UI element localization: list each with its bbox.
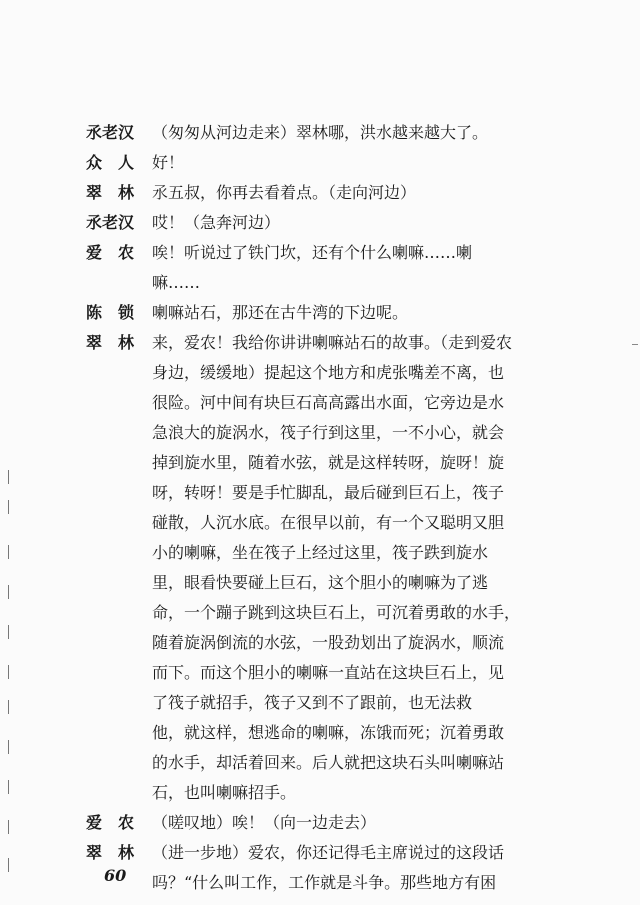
speaker-name: 氶老汉 [86, 213, 135, 232]
dialogue-line: 身边，缓缓地）提起这个地方和虎张嘴差不离，也 [152, 363, 505, 382]
dialogue-line: 的水手，却活着回来。后人就把这块石头叫喇嘛站 [152, 753, 505, 772]
dialogue-line: 碰散，人沉水底。在很早以前，有一个又聪明又胆 [152, 513, 505, 532]
dialogue-line: 命，一个蹦子跳到这块巨石上，可沉着勇敢的水手， [152, 603, 521, 622]
dialogue-line: （匆匆从河边走来）翠林哪，洪水越来越大了。 [152, 123, 489, 142]
speaker-name: 爱 农 [86, 243, 135, 262]
page-number: 60 [104, 866, 127, 885]
dialogue-line: 呀，转呀！要是手忙脚乱，最后碰到巨石上，筏子 [152, 483, 505, 502]
dialogue-line: 吗？“什么叫工作，工作就是斗争。那些地方有困 [152, 873, 497, 892]
scan-margin-mark [8, 740, 9, 754]
dialogue-entry [86, 808, 586, 838]
dialogue-line: 小的喇嘛，坐在筏子上经过这里，筏子跌到旋水 [152, 543, 489, 562]
dialogue-line: 唉！听说过了铁门坎，还有个什么喇嘛……喇 [152, 243, 473, 262]
dialogue-line: 好！ [152, 153, 185, 172]
dialogue-line: 喇嘛站石，那还在古牛湾的下边呢。 [152, 303, 409, 322]
scan-margin-mark [8, 820, 9, 834]
dialogue-line: 氶五叔，你再去看着点。（走向河边） [152, 183, 417, 202]
dialogue-line: 掉到旋水里，随着水弦，就是这样转呀，旋呀！旋 [152, 453, 505, 472]
dialogue-line: 他，就这样，想逃命的喇嘛，冻饿而死；沉着勇敢 [152, 723, 505, 742]
dialogue-entry [86, 328, 586, 808]
scan-margin-mark [8, 625, 9, 639]
scan-margin-mark [8, 780, 9, 794]
dialogue-line: 里，眼看快要碰上巨石，这个胆小的喇嘛为了逃 [152, 573, 489, 592]
dialogue-line: 急浪大的旋涡水，筏子行到这里，一不小心，就会 [152, 423, 505, 442]
dialogue-entry [86, 298, 586, 328]
speaker-name: 翠 林 [86, 843, 135, 862]
dialogue-entry [86, 118, 586, 148]
dialogue-entry [86, 178, 586, 208]
scan-margin-mark [8, 665, 9, 679]
dialogue-line: 哎！（急奔河边） [152, 213, 281, 232]
dialogue-entry [86, 208, 586, 238]
speaker-name: 陈 锁 [86, 303, 135, 322]
dialogue-line: 来，爱农！我给你讲讲喇嘛站石的故事。（走到爱农 [152, 333, 513, 352]
scan-margin-mark [8, 545, 9, 559]
scan-margin-mark [632, 344, 638, 345]
scan-margin-mark [8, 500, 9, 514]
dialogue-line: 随着旋涡倒流的水弦，一股劲划出了旋涡水，顺流 [152, 633, 505, 652]
dialogue-line: 石，也叫喇嘛招手。 [152, 783, 297, 802]
speaker-name: 众 人 [86, 153, 135, 172]
script-text [86, 118, 586, 898]
speaker-name: 爱 农 [86, 813, 135, 832]
dialogue-entry [86, 838, 586, 898]
dialogue-line: 很险。河中间有块巨石高高露出水面，它旁边是水 [152, 393, 505, 412]
scan-margin-mark [8, 700, 9, 714]
scan-margin-mark [8, 585, 9, 599]
scan-margin-mark [8, 858, 9, 872]
scan-margin-mark [8, 470, 9, 484]
dialogue-entry [86, 238, 586, 298]
dialogue-line: 了筏子就招手，筏子又到不了跟前，也无法救 [152, 693, 473, 712]
dialogue-line: 而下。而这个胆小的喇嘛一直站在这块巨石上，见 [152, 663, 505, 682]
speaker-name: 翠 林 [86, 183, 135, 202]
dialogue-line: （进一步地）爱农，你还记得毛主席说过的这段话 [152, 843, 505, 862]
dialogue-line: （嗟叹地）唉！（向一边走去） [152, 813, 377, 832]
speaker-name: 氶老汉 [86, 123, 135, 142]
speaker-name: 翠 林 [86, 333, 135, 352]
dialogue-line: 嘛…… [152, 273, 201, 292]
dialogue-entry [86, 148, 586, 178]
